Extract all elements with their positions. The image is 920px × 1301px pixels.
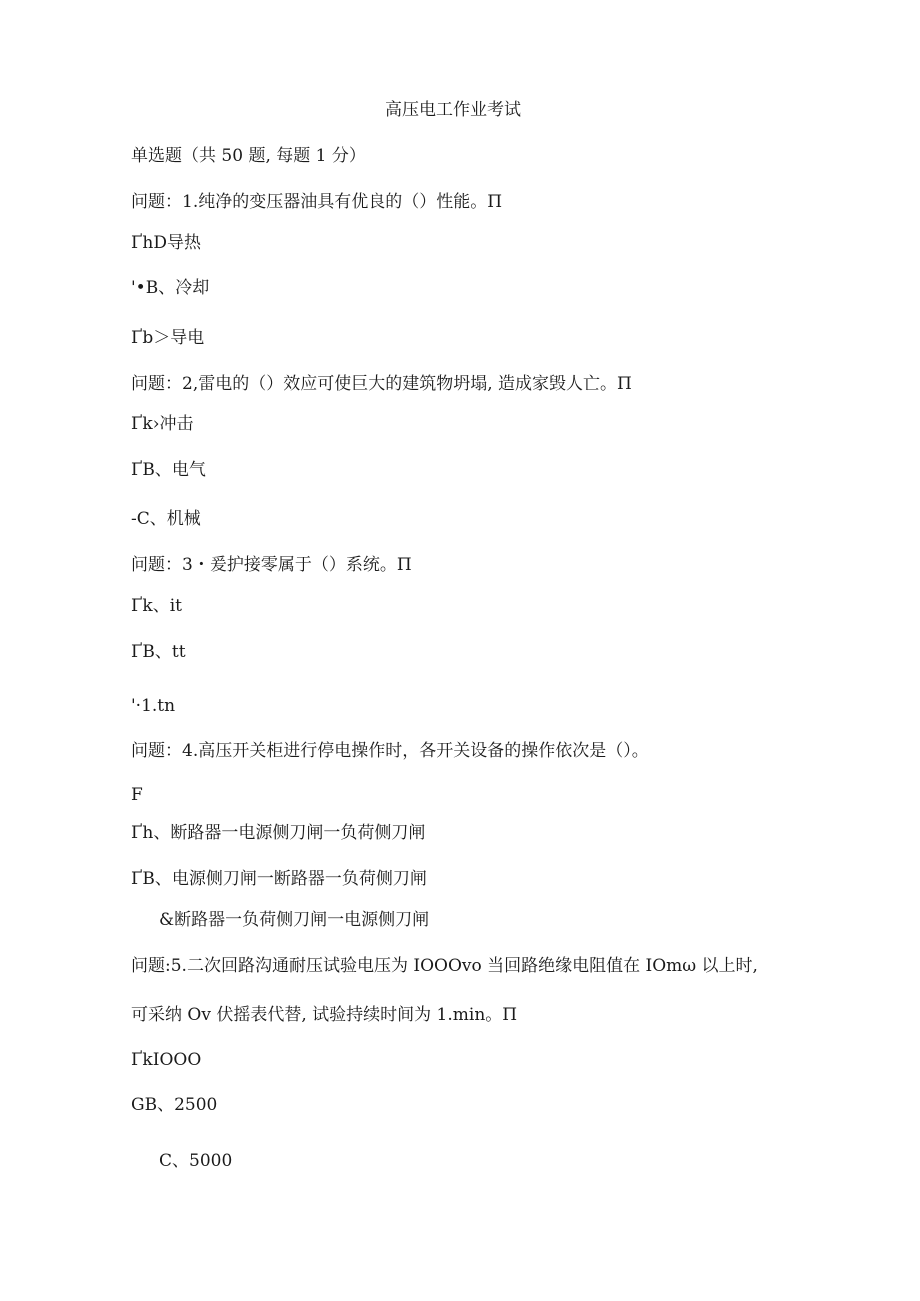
question-5-option-b[interactable]: GB、2500: [131, 1095, 218, 1115]
question-3-option-c[interactable]: '·1.tn: [131, 696, 176, 716]
question-3-option-a[interactable]: Ґk、it: [131, 596, 182, 616]
question-5-option-c[interactable]: C、5000: [159, 1151, 233, 1171]
question-4-marker: F: [131, 785, 143, 805]
question-2-option-a[interactable]: Ґk›冲击: [131, 414, 194, 434]
question-2-text: 问题：2,雷电的（）效应可使巨大的建筑物坍塌, 造成家毁人亡。Π: [131, 374, 632, 394]
question-1-text: 问题：1.纯净的变压器油具有优良的（）性能。Π: [131, 192, 503, 212]
question-4-option-a[interactable]: Ґh、断路器一电源侧刀闸一负荷侧刀闸: [131, 823, 426, 843]
question-5-text-continued: 可采纳 Ov 伏摇表代替, 试验持续时间为 1.min。Π: [131, 1005, 518, 1025]
question-1-option-c[interactable]: Ґb＞导电: [131, 328, 205, 348]
question-4-option-c[interactable]: &断路器一负荷侧刀闸一电源侧刀闸: [159, 910, 430, 930]
page-title: 高压电工作业考试: [385, 100, 521, 120]
question-2-option-b[interactable]: ҐB、电气: [131, 460, 206, 480]
question-5-text: 问题:5.二次回路沟通耐压试验电压为 IOOOvo 当回路绝缘电阻值在 IOmω 以上时,: [131, 956, 758, 976]
question-2-option-c[interactable]: -C、机械: [131, 509, 201, 529]
question-3-option-b[interactable]: ҐB、tt: [131, 642, 186, 662]
question-4-text: 问题：4.高压开关柜进行停电操作时，各开关设备的操作依次是（）。: [131, 741, 649, 761]
question-1-option-a[interactable]: ҐhD导热: [131, 233, 202, 253]
question-1-option-b[interactable]: '•B、冷却: [131, 278, 210, 298]
question-4-option-b[interactable]: ҐB、电源侧刀闸一断路器一负荷侧刀闸: [131, 869, 427, 889]
question-5-option-a[interactable]: ҐkIOOO: [131, 1050, 202, 1070]
section-heading: 单选题（共 50 题, 每题 1 分）: [131, 146, 366, 166]
question-3-text: 问题：3・爰护接零属于（）系统。Π: [131, 555, 412, 575]
